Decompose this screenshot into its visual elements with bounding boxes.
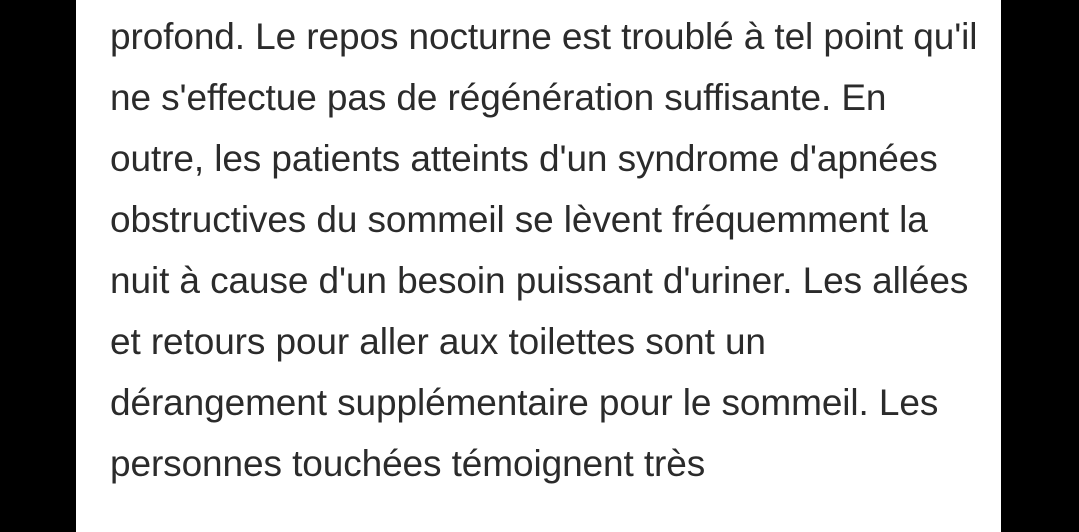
document-paragraph: profond. Le repos nocturne est troublé à tel point qu'il ne s'effectue pas de régénération suffisante. En outre, les patients atteints d'un syndrome d'apnées obstructives du sommeil se lèvent fréquemment la nuit à cause d'un besoin puissant d'uriner. Les allées et retours pour aller aux toilettes sont un dérangement supplémentaire pour le sommeil. Les personnes touchées témoignent très [110,16,988,484]
letterbox-left [0,0,76,532]
document-page [76,0,1001,532]
letterbox-right [1001,0,1079,532]
